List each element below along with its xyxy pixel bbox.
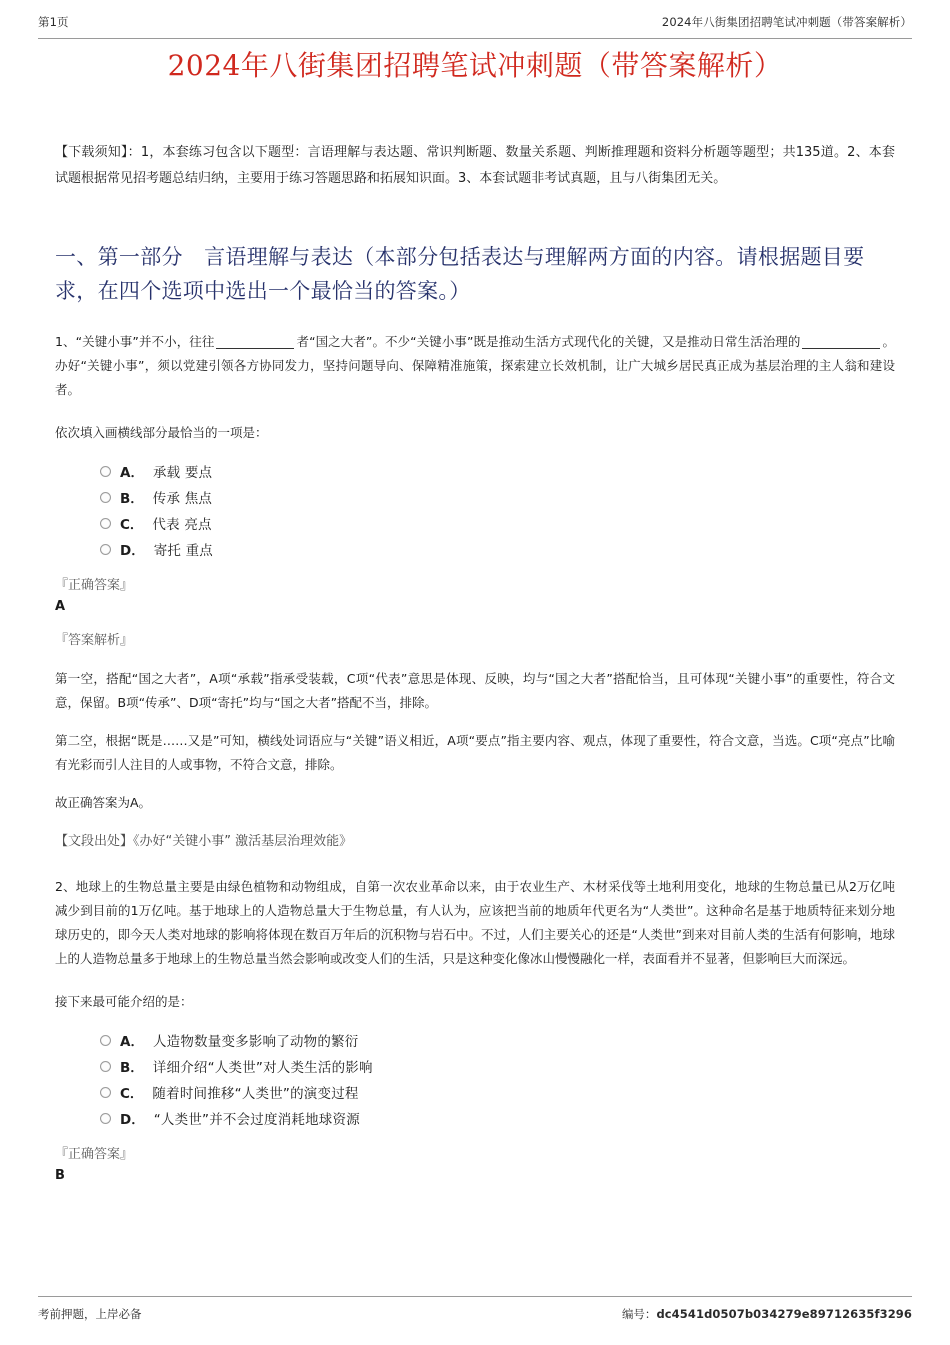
question-1-analysis-1: 第一空，搭配“国之大者”，A项“承载”指承受装载，C项“代表”意思是体现、反映，均与“国之大者”搭配恰当，且可体现“关键小事”的重要性，符合文意，保留。B项“传承”、D项“寄托”均与“国之大者”搭配不当，排除。 (55, 671, 895, 710)
option-text: 随着时间推移“人类世”的演变过程 (152, 1086, 359, 1102)
correct-answer-label: 『正确答案』 (55, 1147, 134, 1162)
serial-value: dc4541d0507b034279e89712635f3296 (656, 1307, 912, 1321)
option-letter: D． (120, 1112, 145, 1128)
question-block-2 (55, 875, 895, 1186)
radio-icon[interactable] (100, 466, 111, 477)
question-block-1 (55, 330, 895, 853)
question-2-prompt: 接下来最可能介绍的是： (55, 994, 193, 1009)
radio-icon[interactable] (100, 492, 111, 503)
blank-underline (802, 348, 880, 349)
answer-analysis-label: 『答案解析』 (55, 633, 134, 648)
option-a[interactable] (100, 458, 895, 484)
option-d[interactable] (100, 1105, 895, 1131)
option-a[interactable] (100, 1027, 895, 1053)
document-content (55, 140, 895, 1186)
question-2-options (100, 1027, 895, 1131)
option-letter: A． (120, 465, 144, 481)
question-1-options (100, 458, 895, 562)
running-header-title: 2024年八街集团招聘笔试冲刺题（带答案解析） (661, 15, 912, 29)
option-letter: C． (120, 517, 144, 533)
question-1-stem (55, 330, 895, 402)
question-1-stem-part1: 1、“关键小事”并不小，往往 (55, 334, 215, 349)
option-d[interactable] (100, 536, 895, 562)
radio-icon[interactable] (100, 1113, 111, 1124)
footer-slogan: 考前押题，上岸必备 (38, 1307, 142, 1321)
correct-answer-label: 『正确答案』 (55, 578, 134, 593)
option-text: 承载 要点 (152, 465, 213, 481)
question-1-stem-part2: 者“国之大者”。不少“关键小事”既是推动生活方式现代化的关键，又是推动日常生活治理的 (296, 334, 801, 349)
footer-serial (622, 1306, 912, 1322)
section-heading: 一、第一部分 言语理解与表达（本部分包括表达与理解两方面的内容。请根据题目要求，在四个选项中选出一个最恰当的答案。） (55, 245, 865, 303)
page-number-label: 第1页 (38, 15, 69, 29)
passage-source-text: 《办好“关键小事” 激活基层治理效能》 (133, 834, 353, 849)
option-letter: B． (120, 491, 144, 507)
running-header (38, 14, 912, 39)
radio-icon[interactable] (100, 1035, 111, 1046)
radio-icon[interactable] (100, 1061, 111, 1072)
option-text: 人造物数量变多影响了动物的繁衍 (152, 1034, 359, 1050)
question-1-analysis-3: 故正确答案为A。 (55, 795, 152, 810)
option-text: 详细介绍“人类世”对人类生活的影响 (152, 1060, 373, 1076)
option-c[interactable] (100, 1079, 895, 1105)
passage-source-label: 【文段出处】 (55, 834, 134, 849)
download-notice: 【下载须知】：1，本套练习包含以下题型：言语理解与表达题、常识判断题、数量关系题、判断推理题和资料分析题等题型；共135道。2、本套试题根据常见招考题总结归纳，主要用于练习答题思路和拓展知识面。3、本套试题非考试真题，且与八街集团无关。 (55, 145, 895, 186)
radio-icon[interactable] (100, 518, 111, 529)
page-footer (38, 1296, 912, 1327)
question-1-analysis-2: 第二空，根据“既是……又是”可知，横线处词语应与“关键”语义相近，A项“要点”指主要内容、观点，体现了重要性，符合文意，当选。C项“亮点”比喻有光彩而引人注目的人或事物，不符合文意，排除。 (55, 733, 895, 772)
option-letter: A． (120, 1034, 144, 1050)
option-text: 传承 焦点 (152, 491, 213, 507)
question-2-stem: 2、地球上的生物总量主要是由绿色植物和动物组成，自第一次农业革命以来，由于农业生产、木材采伐等土地利用变化，地球的生物总量已从2万亿吨减少到目前的1万亿吨。基于地球上的人造物总量大于生物总量，有人认为，应该把当前的地质年代更名为“人类世”。这种命名是基于地质特征来划分地球历史的，即今天人类对地球的影响将体现在数百万年后的沉积物与岩石中。不过，人们主要关心的还是“人类世”到来对目前人类的生活有何影响，地球上的人造物总量多于地球上的生物总量当然会影响或改变人们的生活，只是这种变化像冰山慢慢融化一样，表面看并不显著，但影响巨大而深远。 (55, 879, 895, 966)
option-letter: B． (120, 1060, 144, 1076)
blank-underline (216, 348, 294, 349)
question-1-answer: A (55, 599, 66, 614)
question-1-prompt: 依次填入画横线部分最恰当的一项是： (55, 425, 268, 440)
question-1-source (55, 831, 895, 853)
option-b[interactable] (100, 1053, 895, 1079)
radio-icon[interactable] (100, 544, 111, 555)
radio-icon[interactable] (100, 1087, 111, 1098)
option-b[interactable] (100, 484, 895, 510)
option-letter: C． (120, 1086, 144, 1102)
option-c[interactable] (100, 510, 895, 536)
page-title: 2024年八街集团招聘笔试冲刺题（带答案解析） (167, 49, 783, 82)
question-1-stem-part3: 。办好“关键小事”，须以党建引领各方协同发力，坚持问题导向、保障精准施策，探索建立长效机制，让广大城乡居民真正成为基层治理的主人翁和建设者。 (55, 334, 895, 397)
option-text: “人类世”并不会过度消耗地球资源 (153, 1112, 360, 1128)
option-letter: D． (120, 543, 145, 559)
question-2-answer: B (55, 1168, 65, 1183)
option-text: 寄托 重点 (153, 543, 214, 559)
serial-label: 编号： (621, 1307, 657, 1321)
option-text: 代表 亮点 (152, 517, 212, 533)
